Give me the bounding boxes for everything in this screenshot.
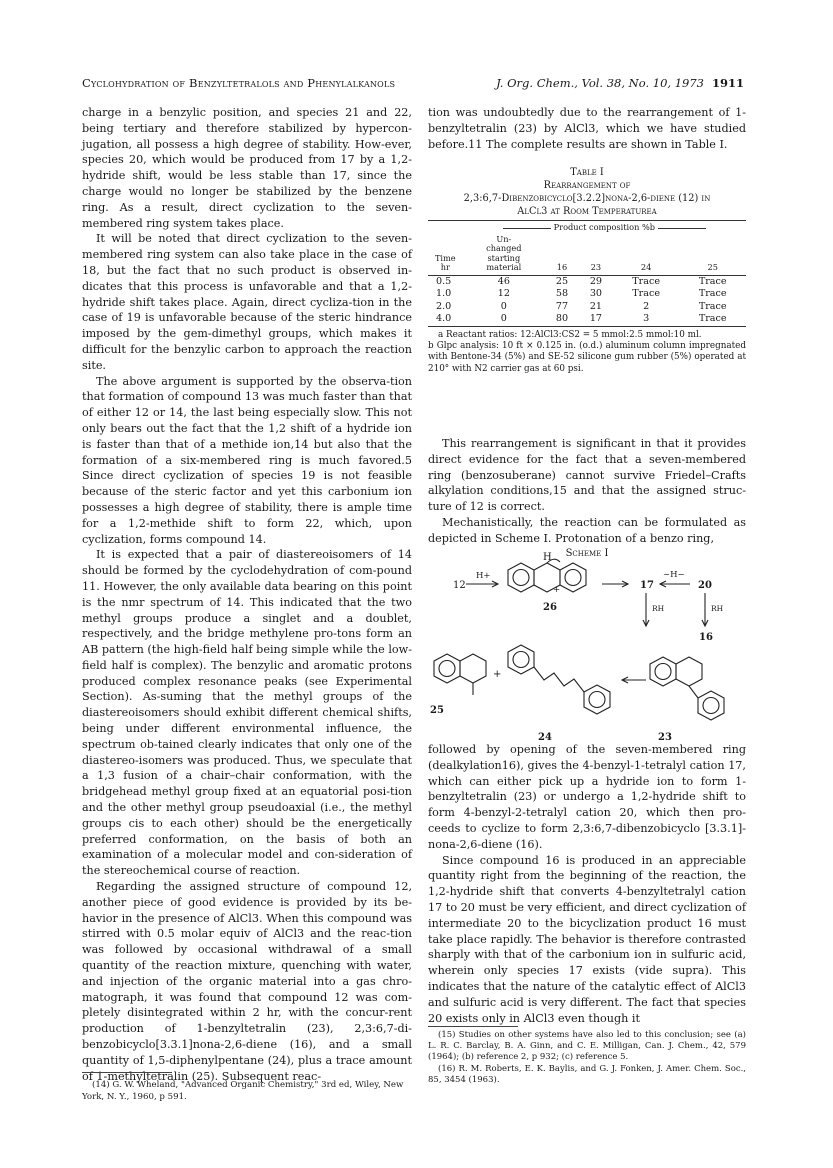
paragraph: followed by opening of the seven-membered ring (dealkylation16), gives the 4-benzyl-1-tetralyl cation 17, which can either pick up a hydride ion to form 1-benzyltetralin (23) or undergo a 1,2-hydride shift to form 4-benzyl-2-tetralyl cation 20, which then pro-ceeds to cyclize to form 2,3:6,7-dibenzobicyclo [3.3.1]-nona-2,6-diene (16). [428, 743, 746, 851]
compound-label-24: 24 [538, 732, 552, 743]
footnote-15: (15) Studies on other systems have also led to this conclusion; see (a) L. R. C. Barclay, B. A. Ginn, and C. E. Milligan, Can. J. Chem., 42, 579 (1964); (b) reference 2, p 932; (c) reference 5. [428, 1030, 746, 1063]
paragraph: tion was undoubtedly due to the rearrangement of 1-benzyltetralin (23) by AlCl3, which we have studied before.11 The complete results are shown in Table I. [428, 106, 746, 151]
col-header-23: 23 [590, 262, 602, 272]
paragraph: The above argument is supported by the observa-tion that formation of compound 13 was much faster than that of either 12 or 14, the last being especially slow. This not only bears out the fact that the 1,2 shift of a hydride ion is faster than that of a methide ion,14 but also that the formation of a six-membered ring is much favored.5 Since direct cyclization of species 19 is not feasible because of the steric factor and yet this carbonium ion possesses a high degree of stability, there is ample time for a 1,2-methide shift to form 22, which, upon cyclization, forms compound 14. [82, 374, 412, 546]
col-header-24: 24 [640, 262, 652, 272]
footnote-16: (16) R. M. Roberts, E. K. Baylis, and G. J. Fonken, J. Amer. Chem. Soc., 85, 3454 (1963). [428, 1063, 746, 1085]
benzene-ring-25 [434, 654, 460, 683]
col-header-unchanged: Un- changed starting material [486, 233, 522, 272]
col-header-16: 16 [556, 262, 568, 272]
table-label: Table I [570, 167, 604, 178]
col-header-time: Time hr [434, 252, 456, 272]
benzene-ring-24-b [584, 685, 610, 714]
paragraph: Regarding the assigned structure of compound 12, another piece of good evidence is provided by its be-havior in the presence of AlCl3. When this compound was stirred with 0.5 molar equiv of AlCl3 and the reac-tion was followed by occasional withdrawal of a small quantity of the reaction mixture, quenching with water, and injection of the organic material into a gas chro-matograph, it was found that compound 12 was com-pletely disintegrated within 2 hr, with the concur-rent production of 1-benzyltetralin (23), 2,3:6,7-di-benzobicyclo[3.3.1]nona-2,6-diene (16), and a small quantity of 1,5-diphenylpentane (24), plus a trace amount of 1-methyltetralin (25). Subsequent reac- [82, 880, 412, 1083]
right-column-bottom [428, 742, 746, 1026]
compound-label-25: 25 [430, 705, 444, 716]
footnotes-right [428, 1030, 746, 1086]
table-row: 1.0 12 58 30 Trace Trace [436, 288, 727, 299]
running-header [82, 76, 744, 94]
running-title: Cyclohydration of Benzyltetralols and Phenylalkanols [82, 76, 396, 90]
reagent-label-hminus: ~H− [663, 570, 685, 580]
table-top-rule [428, 220, 746, 221]
table-row: 2.0 0 77 21 2 Trace [436, 300, 727, 312]
paragraph: Mechanistically, the reaction can be formulated as depicted in Scheme I. Protonation of a benzo ring, [428, 515, 746, 545]
table-title-line: AlCl3 at Room Temperaturea [517, 206, 657, 217]
reagent-label-hplus: H+ [476, 571, 491, 581]
benzene-ring-23-a [650, 657, 676, 686]
paragraph: charge in a benzylic position, and species 21 and 22, being tertiary and therefore stabilized by hypercon-jugation, all possess a high degree of stability. How-ever, species 20, which would be produced from 17 by a 1,2-hydride shift, would be less stable than 17, since the charge would no longer be stabilized by the benzene ring. As a result, direct cyclization to the seven-membered ring system takes place. [82, 106, 412, 230]
compound-label-26: 26 [543, 602, 557, 613]
paragraph: This rearrangement is significant in that it provides direct evidence for the fact that a seven-membered ring (benzosuberane) cannot survive Friedel–Crafts alkylation conditions,15 and that the assigned struc-ture of 12 is correct. [428, 437, 746, 514]
benzene-ring-23-b [698, 691, 724, 720]
journal-citation [496, 76, 744, 90]
compound-label-16: 16 [699, 632, 713, 643]
col-header-25: 25 [707, 262, 718, 272]
page-number: 1911 [711, 76, 744, 90]
compound-label-12: 12 [453, 580, 466, 591]
charge-label-plus: + [553, 585, 561, 595]
table-note-a: a Reactant ratios: 12:AlCl3:CS2 = 5 mmol:2.5 mmol:10 ml. [438, 329, 702, 340]
scheme-title: Scheme I [565, 548, 609, 559]
paragraph: Since compound 16 is produced in an appreciable quantity right from the beginning of the reaction, the 1,2-hydride shift that converts 4-benzyltetralyl cation 17 to 20 must be very efficient, and direct cyclization of intermediate 20 to the bicyclization product 16 must take place rapidly. The behavior is therefore contrasted sharply with that of the carbonium ion in sulfuric acid, wherein only species 17 exists (vide supra). This indicates that the nature of the catalytic effect of AlCl3 and sulfuric acid is very different. The fact that species 20 exists only in AlCl3 even though it [428, 853, 746, 1025]
footnote-divider [428, 1026, 518, 1027]
reagent-label-rh-1: RH [652, 604, 665, 613]
atom-label-h: H [543, 552, 552, 563]
footnote-14: (14) G. W. Wheland, "Advanced Organic Chemistry," 3rd ed, Wiley, New York, N. Y., 1960, p 591. [82, 1080, 404, 1102]
footnotes-left [82, 1080, 412, 1103]
left-column [82, 105, 412, 1084]
span-header: Product composition %b [463, 223, 746, 235]
table-title-line: Rearrangement of [543, 180, 631, 191]
compound-label-20: 20 [698, 580, 712, 591]
right-column-middle [428, 436, 746, 547]
journal-name: J. Org. Chem., Vol. 38, No. 10, 1973 [496, 76, 704, 90]
table-row: 0.5 46 25 29 Trace Trace [428, 275, 746, 288]
compound-label-23: 23 [658, 732, 672, 743]
footnote-divider [82, 1072, 172, 1073]
paragraph: It is expected that a pair of diastereoisomers of 14 should be formed by the cyclodehydration of com-pound 11. However, the only available data bearing on this point is the nmr spectrum of 14. This indicated that the two methyl groups produce a singlet and a doublet, respectively, and the bridge methylene pro-tons form an AB pattern (the high-field half being simple while the low-field half is complex). The benzylic and aromatic protons produced complex resonance peaks (see Experimental Section). As-suming that the methyl groups of the diastereoisomers should exhibit different chemical shifts, being under different environmental influence, the spectrum ob-tained clearly indicates that only one of the diastereo-isomers was produced. Thus, we speculate that a 1,3 fusion of a chair–chair conformation, with the bridgehead methyl group fixed at an equatorial posi-tion and the other methyl group pseudoaxial (i.e., the methyl groups cis to each other) should be the energetically preferred conformation, on the basis of both an examination of a molecular model and con-sideration of the stereochemical course of reaction. [82, 548, 412, 878]
table-row: 4.0 0 80 17 3 Trace [428, 313, 746, 326]
table-notes [428, 330, 746, 376]
benzene-ring-24-a [508, 645, 534, 674]
benzene-ring-26 [508, 563, 534, 592]
right-column-top [428, 105, 746, 152]
plus-sign: + [493, 669, 502, 680]
paragraph: It will be noted that direct cyclization to the seven-membered ring system can also take place in the case of 18, but the fact that no such product is observed in-dicates that this process is unfavorable and that a 1,2-hydride shift takes place. Again, direct cycliza-tion in the case of 19 is unfavorable because of the steric hindrance imposed by the gem-dimethyl groups, which makes it difficult for the benzylic carbon to approach the reaction site. [82, 232, 412, 372]
results-table [428, 223, 746, 327]
table-note-b: b Glpc analysis: 10 ft × 0.125 in. (o.d.) aluminum column impregnated with Bentone-34 (5%) and SE-52 silicone gum rubber (5%) operated at 210° with N2 carrier gas at 60 psi. [428, 340, 746, 374]
table-1 [428, 166, 746, 375]
reagent-label-rh-2: RH [711, 604, 724, 613]
table-title-line: 2,3:6,7-Dibenzobicyclo[3.2.2]nona-2,6-diene (12) in [463, 193, 711, 204]
compound-label-17: 17 [640, 580, 654, 591]
